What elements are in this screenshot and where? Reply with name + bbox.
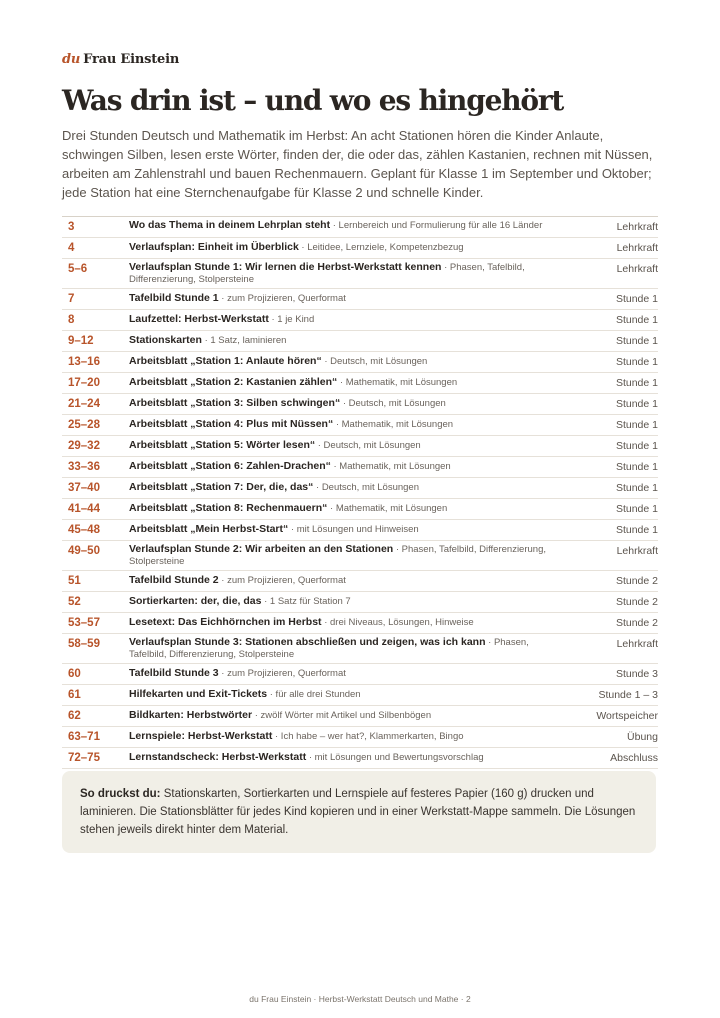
toc-row — [62, 541, 658, 571]
brand-name: Frau Einstein — [83, 52, 180, 67]
toc-entry — [129, 436, 549, 457]
toc-title: Arbeitsblatt „Mein Herbst-Start“ — [129, 523, 289, 535]
toc-title: Lernstandscheck: Herbst-Werkstatt — [129, 751, 307, 763]
toc-row — [62, 478, 658, 499]
toc-description: · für alle drei Stunden — [267, 689, 361, 700]
toc-audience: Stunde 3 — [549, 664, 658, 685]
toc-entry — [129, 331, 549, 352]
toc-audience: Stunde 1 — [549, 499, 658, 520]
toc-entry — [129, 592, 549, 613]
toc-pages: 8 — [62, 310, 129, 331]
toc-title: Arbeitsblatt „Station 1: Anlaute hören“ — [129, 355, 322, 367]
toc-entry — [129, 706, 549, 727]
toc-description: · Mathematik, mit Lösungen — [327, 503, 448, 514]
toc-audience: Stunde 1 — [549, 436, 658, 457]
toc-pages: 33–36 — [62, 457, 129, 478]
toc-entry — [129, 373, 549, 394]
toc-row — [62, 634, 658, 664]
toc-title: Verlaufsplan: Einheit im Überblick — [129, 241, 299, 253]
toc-row — [62, 373, 658, 394]
toc-title: Tafelbild Stunde 2 — [129, 574, 219, 586]
toc-audience: Stunde 1 — [549, 289, 658, 310]
toc-title: Arbeitsblatt „Station 8: Rechenmauern“ — [129, 502, 328, 514]
toc-description: · zum Projizieren, Querformat — [218, 293, 346, 304]
toc-entry — [129, 415, 549, 436]
toc-entry — [129, 394, 549, 415]
toc-audience: Stunde 1 — [549, 520, 658, 541]
toc-description: · zum Projizieren, Querformat — [218, 668, 346, 679]
brand-prefix: du — [62, 52, 81, 67]
toc-pages: 13–16 — [62, 352, 129, 373]
toc-row — [62, 571, 658, 592]
toc-title: Laufzettel: Herbst-Werkstatt — [129, 313, 269, 325]
print-note-lead: So druckst du: — [80, 788, 161, 800]
toc-description: · Leitidee, Lernziele, Kompetenzbezug — [298, 242, 464, 253]
toc-row — [62, 217, 658, 238]
toc-description: · Deutsch, mit Lösungen — [313, 482, 419, 493]
toc-entry — [129, 685, 549, 706]
toc-title: Arbeitsblatt „Station 7: Der, die, das“ — [129, 481, 314, 493]
toc-pages: 53–57 — [62, 613, 129, 634]
toc-pages: 63–71 — [62, 727, 129, 748]
toc-row — [62, 457, 658, 478]
toc-title: Arbeitsblatt „Station 3: Silben schwingen“ — [129, 397, 341, 409]
toc-pages: 4 — [62, 238, 129, 259]
toc-row — [62, 238, 658, 259]
toc-row — [62, 415, 658, 436]
toc-entry — [129, 217, 549, 238]
toc-audience: Wortspeicher — [549, 706, 658, 727]
toc-title: Arbeitsblatt „Station 2: Kastanien zählen“ — [129, 376, 338, 388]
toc-title: Lesetext: Das Eichhörnchen im Herbst — [129, 616, 322, 628]
toc-description: · mit Lösungen und Hinweisen — [288, 524, 419, 535]
toc-pages: 58–59 — [62, 634, 129, 664]
toc-title: Wo das Thema in deinem Lehrplan steht — [129, 219, 331, 231]
toc-pages: 9–12 — [62, 331, 129, 352]
toc-entry — [129, 310, 549, 331]
toc-pages: 25–28 — [62, 415, 129, 436]
toc-description: · Mathematik, mit Lösungen — [333, 419, 454, 430]
toc-entry — [129, 457, 549, 478]
toc-pages: 17–20 — [62, 373, 129, 394]
toc-row — [62, 727, 658, 748]
toc-title: Verlaufsplan Stunde 3: Stationen abschließen und zeigen, was ich kann — [129, 636, 486, 648]
toc-row — [62, 499, 658, 520]
toc-audience: Lehrkraft — [549, 541, 658, 571]
toc-pages: 21–24 — [62, 394, 129, 415]
toc-row — [62, 664, 658, 685]
toc-entry — [129, 520, 549, 541]
toc-row — [62, 613, 658, 634]
toc-entry — [129, 664, 549, 685]
toc-audience: Lehrkraft — [549, 238, 658, 259]
toc-audience: Stunde 2 — [549, 571, 658, 592]
toc-title: Arbeitsblatt „Station 5: Wörter lesen“ — [129, 439, 316, 451]
toc-entry — [129, 727, 549, 748]
toc-audience: Stunde 1 – 3 — [549, 685, 658, 706]
toc-description: · Phasen, Tafelbild, Differenzierung, Stolpersteine — [129, 544, 546, 567]
toc-title: Verlaufsplan Stunde 1: Wir lernen die Herbst-Werkstatt kennen — [129, 261, 442, 273]
toc-audience: Stunde 1 — [549, 373, 658, 394]
toc-audience: Lehrkraft — [549, 259, 658, 289]
brand-logo — [62, 52, 179, 67]
toc-audience: Übung — [549, 727, 658, 748]
toc-description: · Deutsch, mit Lösungen — [315, 440, 421, 451]
toc-description: · Phasen, Tafelbild, Differenzierung, Stolpersteine — [129, 637, 529, 660]
toc-description: · Deutsch, mit Lösungen — [321, 356, 428, 367]
toc-title: Stationskarten — [129, 334, 202, 346]
toc-row — [62, 331, 658, 352]
toc-row — [62, 289, 658, 310]
toc-entry — [129, 289, 549, 310]
toc-row — [62, 706, 658, 727]
intro-paragraph: Drei Stunden Deutsch und Mathematik im Herbst: An acht Stationen hören die Kinder Anlaute, schwingen Silben, lesen erste Wörter, finden der, die oder das, zählen Kastanien, rechnen mit Nüssen, arbeiten am Zahlenstrahl und bauen Rechenmauern. Geplant für Klasse 1 im September und Oktober; jede Station hat eine Sternchenaufgabe für Klasse 2 und schnelle Kinder. — [62, 128, 653, 200]
toc-audience: Stunde 1 — [549, 457, 658, 478]
toc-title: Lernspiele: Herbst-Werkstatt — [129, 730, 273, 742]
toc-description: · Deutsch, mit Lösungen — [340, 398, 446, 409]
toc-description: · Mathematik, mit Lösungen — [337, 377, 458, 388]
toc-title: Hilfekarten und Exit-Tickets — [129, 688, 268, 700]
toc-entry — [129, 478, 549, 499]
toc-title: Sortierkarten: der, die, das — [129, 595, 262, 607]
toc-title: Bildkarten: Herbstwörter — [129, 709, 253, 721]
toc-pages: 61 — [62, 685, 129, 706]
toc-description: · zwölf Wörter mit Artikel und Silbenbögen — [252, 710, 432, 721]
toc-row — [62, 520, 658, 541]
toc-entry — [129, 634, 549, 664]
toc-audience: Stunde 1 — [549, 478, 658, 499]
toc-entry — [129, 499, 549, 520]
toc-audience: Stunde 1 — [549, 394, 658, 415]
toc-description: · 1 Satz, laminieren — [201, 335, 287, 346]
toc-description: · mit Lösungen und Bewertungsvorschlag — [306, 752, 484, 763]
toc-pages: 72–75 — [62, 748, 129, 769]
toc-pages: 29–32 — [62, 436, 129, 457]
toc-description: · zum Projizieren, Querformat — [218, 575, 346, 586]
toc-pages: 3 — [62, 217, 129, 238]
toc-pages: 60 — [62, 664, 129, 685]
toc-pages: 49–50 — [62, 541, 129, 571]
toc-audience: Stunde 1 — [549, 310, 658, 331]
toc-pages: 41–44 — [62, 499, 129, 520]
toc-description: · Phasen, Tafelbild, Differenzierung, Stolpersteine — [129, 262, 525, 285]
toc-audience: Stunde 1 — [549, 331, 658, 352]
toc-pages: 7 — [62, 289, 129, 310]
toc-entry — [129, 748, 549, 769]
toc-row — [62, 352, 658, 373]
toc-description: · 1 je Kind — [268, 314, 315, 325]
toc-title: Arbeitsblatt „Station 6: Zahlen-Drachen“ — [129, 460, 331, 472]
print-note — [62, 771, 656, 853]
toc-pages: 52 — [62, 592, 129, 613]
print-note-text: Stationskarten, Sortierkarten und Lernspiele auf festeres Papier (160 g) drucken und laminieren. Die Stationsblätter für jedes Kind kopieren und in einer Werkstatt-Mappe sammeln. Die Lösungen stehen jeweils direkt hinter dem Material. — [80, 788, 636, 836]
toc-audience: Abschluss — [549, 748, 658, 769]
toc-title: Tafelbild Stunde 3 — [129, 667, 219, 679]
toc-audience: Stunde 2 — [549, 613, 658, 634]
toc-pages: 45–48 — [62, 520, 129, 541]
toc-description: · drei Niveaus, Lösungen, Hinweise — [321, 617, 474, 628]
toc-description: · Mathematik, mit Lösungen — [330, 461, 451, 472]
toc-pages: 5–6 — [62, 259, 129, 289]
toc-description: · Lernbereich und Formulierung für alle 16 Länder — [330, 220, 543, 231]
toc-pages: 62 — [62, 706, 129, 727]
toc-title: Arbeitsblatt „Station 4: Plus mit Nüssen“ — [129, 418, 334, 430]
toc-entry — [129, 613, 549, 634]
toc-audience: Stunde 1 — [549, 415, 658, 436]
toc-audience: Stunde 1 — [549, 352, 658, 373]
toc-entry — [129, 571, 549, 592]
toc-row — [62, 394, 658, 415]
toc-audience: Lehrkraft — [549, 634, 658, 664]
toc-audience: Stunde 2 — [549, 592, 658, 613]
toc-audience: Lehrkraft — [549, 217, 658, 238]
toc-row — [62, 685, 658, 706]
toc-title: Verlaufsplan Stunde 2: Wir arbeiten an den Stationen — [129, 543, 394, 555]
toc-row — [62, 259, 658, 289]
toc-row — [62, 436, 658, 457]
toc-pages: 51 — [62, 571, 129, 592]
toc-entry — [129, 352, 549, 373]
toc-row — [62, 592, 658, 613]
toc-title: Tafelbild Stunde 1 — [129, 292, 219, 304]
page-title: Was drin ist – und wo es hingehört — [62, 84, 564, 117]
toc-entry — [129, 259, 549, 289]
toc-row — [62, 748, 658, 769]
toc-description: · Ich habe – wer hat?, Klammerkarten, Bingo — [272, 731, 464, 742]
page-footer: du Frau Einstein · Herbst-Werkstatt Deutsch und Mathe · 2 — [249, 994, 471, 1004]
toc-pages: 37–40 — [62, 478, 129, 499]
toc-entry — [129, 238, 549, 259]
toc-row — [62, 310, 658, 331]
contents-table — [62, 216, 658, 769]
toc-description: · 1 Satz für Station 7 — [261, 596, 351, 607]
toc-entry — [129, 541, 549, 571]
